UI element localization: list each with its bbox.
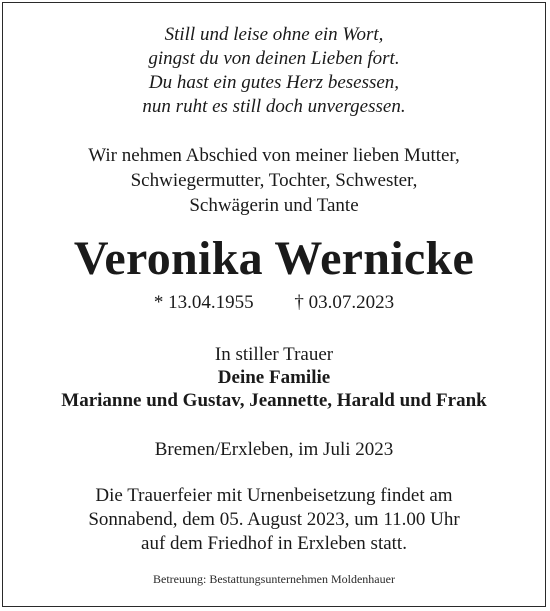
poem-line: gingst du von deinen Lieben fort. xyxy=(148,48,400,69)
death-date: † 03.07.2023 xyxy=(294,292,395,313)
funeral-line: auf dem Friedhof in Erxleben statt. xyxy=(141,533,407,554)
funeral-line: Die Trauerfeier mit Urnenbeisetzung findet am xyxy=(95,485,453,506)
deceased-name: Veronika Wernicke xyxy=(73,232,475,285)
intro-line: Wir nehmen Abschied von meiner lieben Mutter, xyxy=(88,145,460,166)
intro-line: Schwiegermutter, Tochter, Schwester, xyxy=(130,170,418,191)
farewell-intro xyxy=(3,143,545,218)
poem-line: Du hast ein gutes Herz besessen, xyxy=(148,72,400,93)
funeral-line: Sonnabend, dem 05. August 2023, um 11.00 Uhr xyxy=(88,509,460,530)
mourning-intro: In stiller Trauer xyxy=(214,344,334,365)
mourners xyxy=(3,343,545,412)
funeral-info xyxy=(3,484,545,556)
life-dates xyxy=(3,291,545,315)
family-label: Deine Familie xyxy=(217,367,331,388)
undertaker-credit: Betreuung: Bestattungsunternehmen Moldenhauer xyxy=(153,572,395,586)
poem-line: Still und leise ohne ein Wort, xyxy=(164,24,384,45)
poem xyxy=(3,23,545,119)
intro-line: Schwägerin und Tante xyxy=(189,195,359,216)
family-names: Marianne und Gustav, Jeannette, Harald und Frank xyxy=(61,390,487,411)
place-date: Bremen/Erxleben, im Juli 2023 xyxy=(154,439,394,460)
poem-line: nun ruht es still doch unvergessen. xyxy=(142,96,406,117)
birth-date: * 13.04.1955 xyxy=(153,292,254,313)
obituary-frame xyxy=(2,2,546,607)
